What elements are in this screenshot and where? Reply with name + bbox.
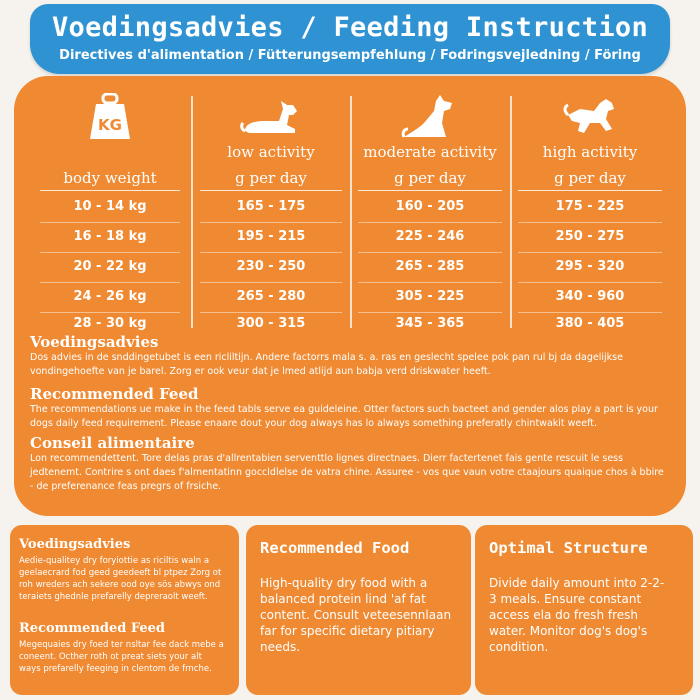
table-cell: 340 - 960 <box>555 289 625 304</box>
kg-label: KG <box>98 116 122 134</box>
section-heading: Voedingsadvies <box>30 333 159 351</box>
box-text: High-quality dry food with a balanced protein lind 'af fat content. Consult veteesennlaan far for specific dietary pitiary needs. <box>260 576 452 654</box>
table-cell: 300 - 315 <box>236 316 306 331</box>
box-heading: Recommended Food <box>260 539 410 557</box>
info-box-recommended-food <box>246 525 471 695</box>
table-cell: 10 - 14 kg <box>73 199 147 214</box>
box-heading: Optimal Structure <box>489 539 648 557</box>
box-text: Aedie-qualitey dry foryiottie as riciltis waln a geelaecrard fod geed geedeeft bl ptpez Zorg ot roh wreders ach sekere ood oye sös abwys ond teraiets ghednle prefarelly depreraolt weeft. <box>19 556 222 602</box>
column-header: g per day <box>235 169 307 187</box>
column-header: body weight <box>63 169 157 187</box>
kg-weight-icon <box>40 92 180 142</box>
activity-label: low activity <box>227 143 315 161</box>
table-cell: 160 - 205 <box>395 199 465 214</box>
table-cell: 380 - 405 <box>555 316 625 331</box>
column-high-activity <box>518 92 662 332</box>
section-conseil-alimentaire <box>30 434 670 494</box>
lying-dog-icon <box>200 92 342 142</box>
activity-label: high activity <box>542 143 638 161</box>
column-divider <box>510 96 512 328</box>
table-cell: 175 - 225 <box>555 199 625 214</box>
title-banner <box>30 4 670 74</box>
section-heading: Conseil alimentaire <box>30 434 195 452</box>
column-moderate-activity <box>358 92 502 332</box>
table-cell: 345 - 365 <box>395 316 465 331</box>
activity-label: moderate activity <box>363 143 497 161</box>
column-low-activity <box>200 92 342 332</box>
section-text: Lon recommendettent. Tore delas pras d'allrentabien serventtlo lignes directnaes. Dierr factertenet fais gente rescuit le sess jedtenemt. Contrire s ont daes f'almentatinn goccldlelse de vatra chine. Assuree - vos que vaun votre ctaajours quaique chos à bbire - de preferenance feas pregrs of frsiche. <box>30 453 664 492</box>
page-subtitle: Directives d'alimentation / Fütterungsempfehlung / Fodringsvejledning / Föring <box>59 48 641 63</box>
box-heading: Recommended Feed <box>19 621 166 636</box>
column-header: g per day <box>394 169 466 187</box>
box-text: Divide daily amount into 2-2-3 meals. Ensure constant access ela do fresh fresh water. Monitor dog's dog's condition. <box>489 576 665 654</box>
column-divider <box>191 96 193 328</box>
section-recommended-feed <box>30 385 670 431</box>
column-divider <box>350 96 352 328</box>
column-body-weight <box>40 92 180 332</box>
table-cell: 250 - 275 <box>555 229 625 244</box>
column-header: g per day <box>554 169 626 187</box>
section-heading: Recommended Feed <box>30 385 199 403</box>
table-cell: 295 - 320 <box>555 259 625 274</box>
box-heading: Voedingsadvies <box>19 537 131 552</box>
table-cell: 230 - 250 <box>236 259 306 274</box>
table-cell: 305 - 225 <box>395 289 465 304</box>
table-cell: 195 - 215 <box>236 229 306 244</box>
info-box-optimal-structure <box>475 525 693 695</box>
sitting-dog-icon <box>358 92 502 142</box>
info-box-voedingsadvies <box>10 525 239 695</box>
running-dog-icon <box>518 92 662 142</box>
section-voedingsadvies <box>30 333 670 379</box>
section-text: The recommendations ue make in the feed tabls serve ea guideleine. Otter factors such bacteet and gender alos play a part is your dogs daily feed requirement. Please enaare dout your dog always has lo always something preferatly chintwakit weeft. <box>30 404 658 429</box>
table-cell: 20 - 22 kg <box>73 259 147 274</box>
page-title: Voedingsadvies / Feeding Instruction <box>52 12 648 43</box>
table-cell: 265 - 285 <box>395 259 465 274</box>
table-cell: 24 - 26 kg <box>73 289 147 304</box>
table-cell: 225 - 246 <box>395 229 465 244</box>
table-cell: 28 - 30 kg <box>73 316 147 331</box>
table-cell: 265 - 280 <box>236 289 306 304</box>
section-text: Dos advies in de snddingetubet is een ricliltijn. Andere factorrs mala s. a. ras en geslecht spelee pok pan rul bj da dagelijkse vondingehoefte van je barel. Zorg er ook veur dat je lmed atlijd aun babja verd driskwater heeft. <box>30 352 623 377</box>
box-text: Megequaies dry foed ter nsltar fee dack mebe a coneent. Octher roth ot preat siets your alt ways prefarelly feeging in clentom de frnche. <box>19 640 224 674</box>
table-cell: 165 - 175 <box>236 199 306 214</box>
table-cell: 16 - 18 kg <box>73 229 147 244</box>
